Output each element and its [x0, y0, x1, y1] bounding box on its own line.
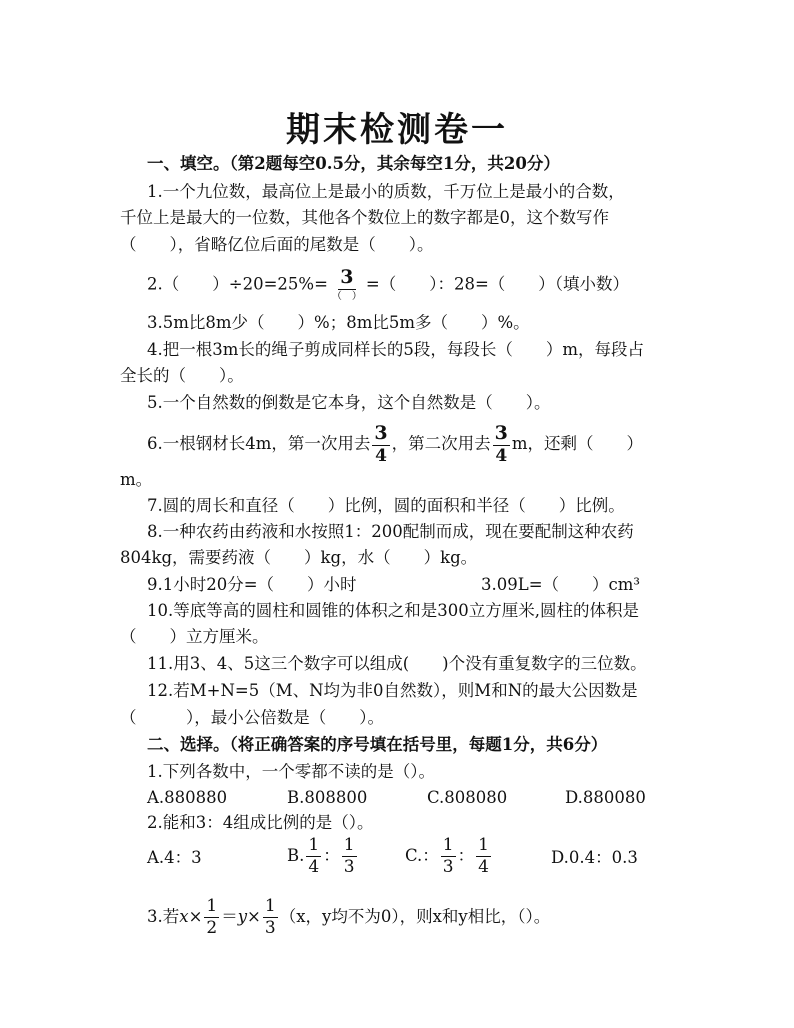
s2-q2-option-b: [287, 837, 359, 876]
s2-q2-option-a: A.4：3: [147, 848, 202, 867]
s2-q3-var-x: x: [179, 907, 189, 926]
q6-line2: m。: [120, 470, 153, 489]
s2-q2-c-frac2: [476, 837, 491, 876]
frac-num: 1: [264, 896, 276, 916]
q2-fraction: [330, 268, 364, 302]
q5-line: 5.一个自然数的倒数是它本身，这个自然数是（ ）。: [147, 393, 551, 412]
s2-q2-b-frac2: [342, 837, 357, 876]
s2-q2-c-sep: ：: [457, 846, 475, 865]
q6-text-a: 6.一根钢材长4m，第一次用去: [147, 434, 371, 453]
s2-q1-stem: 1.下列各数中，一个零都不读的是（）。: [147, 762, 435, 781]
q6-frac1-num: 3: [374, 422, 388, 444]
q6-text-b: ，第二次用去: [391, 434, 491, 453]
section2-heading: 二、选择。（将正确答案的序号填在括号里，每题1分，共6分）: [147, 735, 608, 754]
s2-q3-times-2: ×: [247, 907, 261, 926]
q1-line1: 1.一个九位数，最高位上是最小的质数，千万位上是最小的合数，: [147, 182, 625, 201]
s2-q3-prefix: 3.若: [147, 907, 180, 926]
s2-q2-b-sep: ：: [323, 846, 340, 865]
q2-before: 2.（ ）÷20=25%=: [147, 274, 328, 294]
section1-heading: 一、填空。（第2题每空0.5分，其余每空1分，共20分）: [147, 154, 560, 173]
s2-q2-b-prefix: B.: [287, 846, 305, 865]
frac-den: 3: [442, 857, 454, 877]
frac-num: 1: [478, 835, 489, 855]
s2-q3-line: [147, 898, 727, 937]
q4-line1: 4.把一根3m长的绳子剪成同样长的5段，每段长（ ）m，每段占: [147, 340, 645, 359]
s2-q1-option-d: D.880080: [565, 788, 646, 807]
q2-after: =（ ）：28=（ ）（填小数）: [365, 274, 630, 294]
q2-frac-den: （ ）: [331, 291, 362, 302]
s2-q3-equals: ＝: [221, 907, 238, 926]
q8-line2: 804kg，需要药液（ ）kg，水（ ）kg。: [120, 548, 478, 567]
frac-den: 4: [478, 857, 489, 877]
s2-q1-option-b: B.808800: [287, 788, 368, 807]
q2-line: [147, 268, 727, 302]
frac-num: 1: [206, 896, 218, 916]
frac-den: 4: [308, 857, 320, 877]
s2-q1-option-c: C.808080: [427, 788, 508, 807]
q9-part-a: 9.1小时20分=（ ）小时: [147, 575, 357, 594]
q6-frac2-den: 4: [495, 446, 508, 466]
q4-line2: 全长的（ ）。: [120, 366, 244, 385]
frac-num: 1: [343, 835, 355, 855]
q12-line1: 12.若M+N=5（M、N均为非0自然数），则M和N的最大公因数是: [147, 681, 638, 700]
s2-q2-option-c: [405, 837, 493, 876]
s2-q1-option-a: A.880880: [147, 788, 228, 807]
q10-line1: 10.等底等高的圆柱和圆锥的体积之和是300立方厘米,圆柱的体积是: [147, 601, 639, 620]
frac-num: 1: [442, 835, 454, 855]
s2-q3-var-y: y: [237, 907, 248, 926]
q1-line2: 千位上是最大的一位数，其他各个数位上的数字都是0，这个数写作: [120, 208, 609, 227]
q12-line2: （ ），最小公倍数是（ ）。: [120, 708, 384, 727]
s2-q2-stem: 2.能和3：4组成比例的是（）。: [147, 813, 374, 832]
q9-part-b: 3.09L=（ ）cm³: [481, 575, 641, 594]
s2-q2-options: [147, 835, 707, 877]
q10-line2: （ ）立方厘米。: [120, 627, 269, 646]
s2-q3-suffix: （x，y均不为0），则x和y相比，（）。: [279, 907, 551, 926]
s2-q3-frac-1: [204, 898, 219, 937]
s2-q2-option-d: D.0.4：0.3: [551, 848, 638, 867]
q2-frac-num: 3: [340, 266, 354, 288]
q9-line: [147, 573, 727, 597]
s2-q2-b-frac1: [306, 837, 321, 876]
q6-frac2-num: 3: [494, 422, 508, 444]
q6-fraction-2: [493, 424, 510, 465]
q6-line1: [147, 424, 727, 465]
q7-line: 7.圆的周长和直径（ ）比例，圆的面积和半径（ ）比例。: [147, 496, 625, 515]
q11-line: 11.用3、4、5这三个数字可以组成( )个没有重复数字的三位数。: [147, 654, 647, 673]
s2-q3-times-1: ×: [188, 907, 203, 926]
frac-den: 3: [264, 918, 276, 938]
frac-num: 1: [308, 835, 320, 855]
frac-den: 3: [343, 857, 355, 877]
q6-text-c: m，还剩（ ）: [511, 434, 644, 453]
q3-line: 3.5m比8m少（ ）%；8m比5m多（ ）%。: [147, 313, 530, 332]
page-title: 期末检测卷一: [286, 110, 508, 150]
q6-fraction-1: [372, 424, 389, 465]
q6-frac1-den: 4: [375, 446, 387, 466]
s2-q2-c-prefix: C.：: [405, 846, 439, 865]
s2-q3-frac-2: [263, 898, 278, 937]
s2-q2-c-frac1: [441, 837, 456, 876]
q8-line1: 8.一种农药由药液和水按照1：200配制而成，现在要配制这种农药: [147, 522, 634, 541]
frac-den: 2: [206, 918, 218, 938]
q1-line3: （ ），省略亿位后面的尾数是（ ）。: [120, 235, 434, 254]
